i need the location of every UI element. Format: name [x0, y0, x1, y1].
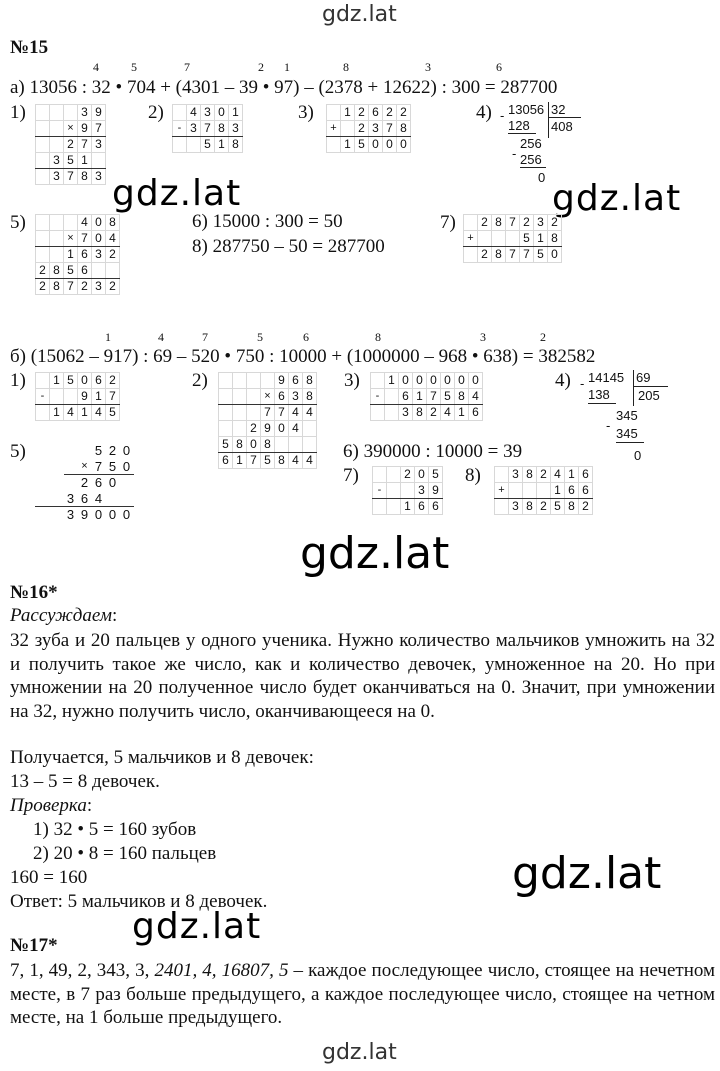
- order-number: 3: [480, 330, 486, 344]
- order-number: 1: [105, 330, 111, 344]
- expression-a: а) 13056 : 32 • 704 + (4301 – 39 • 97) – (2378 + 12622) : 300 = 287700: [10, 77, 558, 98]
- step-label: 1): [10, 370, 26, 391]
- reasoning-heading: Рассуждаем:: [10, 605, 118, 626]
- task-16-line: Получается, 5 мальчиков и 8 девочек:: [10, 747, 314, 768]
- calc-grid: 1 2 6 2 2 + 2 3 7 8 1 5 0 0 0: [326, 104, 411, 153]
- calc-grid: 9 6 8 × 6 3 8 7 7 4 4 2 9 0 4 5 8 0 8 6 1 7 5 8 4 4: [218, 372, 317, 469]
- watermark: gdz.lat: [512, 848, 662, 899]
- calc-grid: 4 0 8 × 7 0 4 1 6 3 2 2 8 5 6 2 8 7 2 3 2: [35, 214, 120, 295]
- order-number: 7: [202, 330, 208, 344]
- check-result: 160 = 160: [10, 867, 88, 888]
- task-16-line: 13 – 5 = 8 девочек.: [10, 771, 160, 792]
- step-label: 3): [344, 370, 360, 391]
- task-16-paragraph: 32 зуба и 20 пальцев у одного ученика. Нужно количество мальчиков умножить на 32 и получить такое же число, как и количество девочек, умноженное на 20. Но при умножении на 20 полученное число будет оканчиваться на 0. Значит, при умножении на 32, нужно получить число, оканчивающееся на 0.: [10, 630, 715, 722]
- task-15-header: №15: [10, 37, 49, 58]
- calc-grid: 1 0 0 0 0 0 0 - 6 1 7 5 8 4 3 8 2 4 1 6: [370, 372, 483, 421]
- long-division: - 14145 69 205 138 - 345 345 0: [580, 370, 690, 462]
- step-label: 2): [192, 370, 208, 391]
- order-number: 6: [496, 60, 502, 74]
- step-label: 7): [343, 465, 359, 486]
- calc-grid: 3 9 × 9 7 2 7 3 3 5 1 3 7 8 3: [35, 104, 106, 185]
- order-number: 4: [93, 60, 99, 74]
- order-number: 2: [540, 330, 546, 344]
- task-17-paragraph: 7, 1, 49, 2, 343, 3, 2401, 4, 16807, 5 – каждое последующее число, стоящее на нечетном месте, в 7 раз больше предыдущего, а каждое последующее число, стоящее на четном месте, на 1 больше предыдущего.: [10, 960, 716, 1028]
- calc-grid: 3 8 2 4 1 6 + 1 6 6 3 8 2 5 8 2: [494, 466, 593, 515]
- check-step: 1) 32 • 5 = 160 зубов: [33, 819, 197, 840]
- step-label: 5): [10, 441, 26, 462]
- watermark: gdz.lat: [112, 173, 242, 214]
- task-17-header: №17*: [10, 935, 58, 956]
- step-label: 4): [555, 370, 571, 391]
- order-number: 4: [158, 330, 164, 344]
- order-number: 7: [184, 60, 190, 74]
- order-number: 3: [425, 60, 431, 74]
- calc-grid: 5 2 0 × 7 5 0 2 6 0 3 6 4 3 9 0 0 0: [35, 442, 134, 523]
- long-division: - 13056 32 408 128 - 256 256 0: [500, 102, 590, 192]
- step-label: 3): [298, 102, 314, 123]
- calc-grid: 4 3 0 1 - 3 7 8 3 5 1 8: [172, 104, 243, 153]
- step-label: 4): [476, 102, 492, 123]
- expression-b: б) (15062 – 917) : 69 – 520 • 750 : 10000 + (1000000 – 968 • 638) = 382582: [10, 346, 596, 367]
- watermark: gdz.lat: [132, 906, 262, 947]
- step-8a: 8) 287750 – 50 = 287700: [192, 236, 385, 257]
- order-number: 6: [303, 330, 309, 344]
- calc-grid: 2 0 5 - 3 9 1 6 6: [372, 466, 443, 515]
- order-number: 2: [258, 60, 264, 74]
- step-label: 2): [148, 102, 164, 123]
- calc-grid: 1 5 0 6 2 - 9 1 7 1 4 1 4 5: [35, 372, 120, 421]
- task-16-header: №16*: [10, 582, 58, 603]
- watermark-bottom: gdz.lat: [322, 1040, 397, 1065]
- watermark-top: gdz.lat: [322, 2, 397, 27]
- answer: Ответ: 5 мальчиков и 8 девочек.: [10, 891, 268, 912]
- watermark: gdz.lat: [300, 528, 450, 579]
- watermark: gdz.lat: [552, 178, 682, 219]
- check-heading: Проверка:: [10, 795, 93, 816]
- check-step: 2) 20 • 8 = 160 пальцев: [33, 843, 217, 864]
- step-label: 1): [10, 102, 26, 123]
- step-label: 5): [10, 212, 26, 233]
- order-number: 5: [257, 330, 263, 344]
- step-6b: 6) 390000 : 10000 = 39: [343, 441, 523, 462]
- step-6a: 6) 15000 : 300 = 50: [192, 211, 343, 232]
- order-number: 5: [131, 60, 137, 74]
- step-label: 8): [465, 465, 481, 486]
- step-label: 7): [440, 212, 456, 233]
- order-number: 1: [284, 60, 290, 74]
- calc-grid: 2 8 7 2 3 2 + 5 1 8 2 8 7 7 5 0: [463, 214, 562, 263]
- order-number: 8: [343, 60, 349, 74]
- order-number: 8: [375, 330, 381, 344]
